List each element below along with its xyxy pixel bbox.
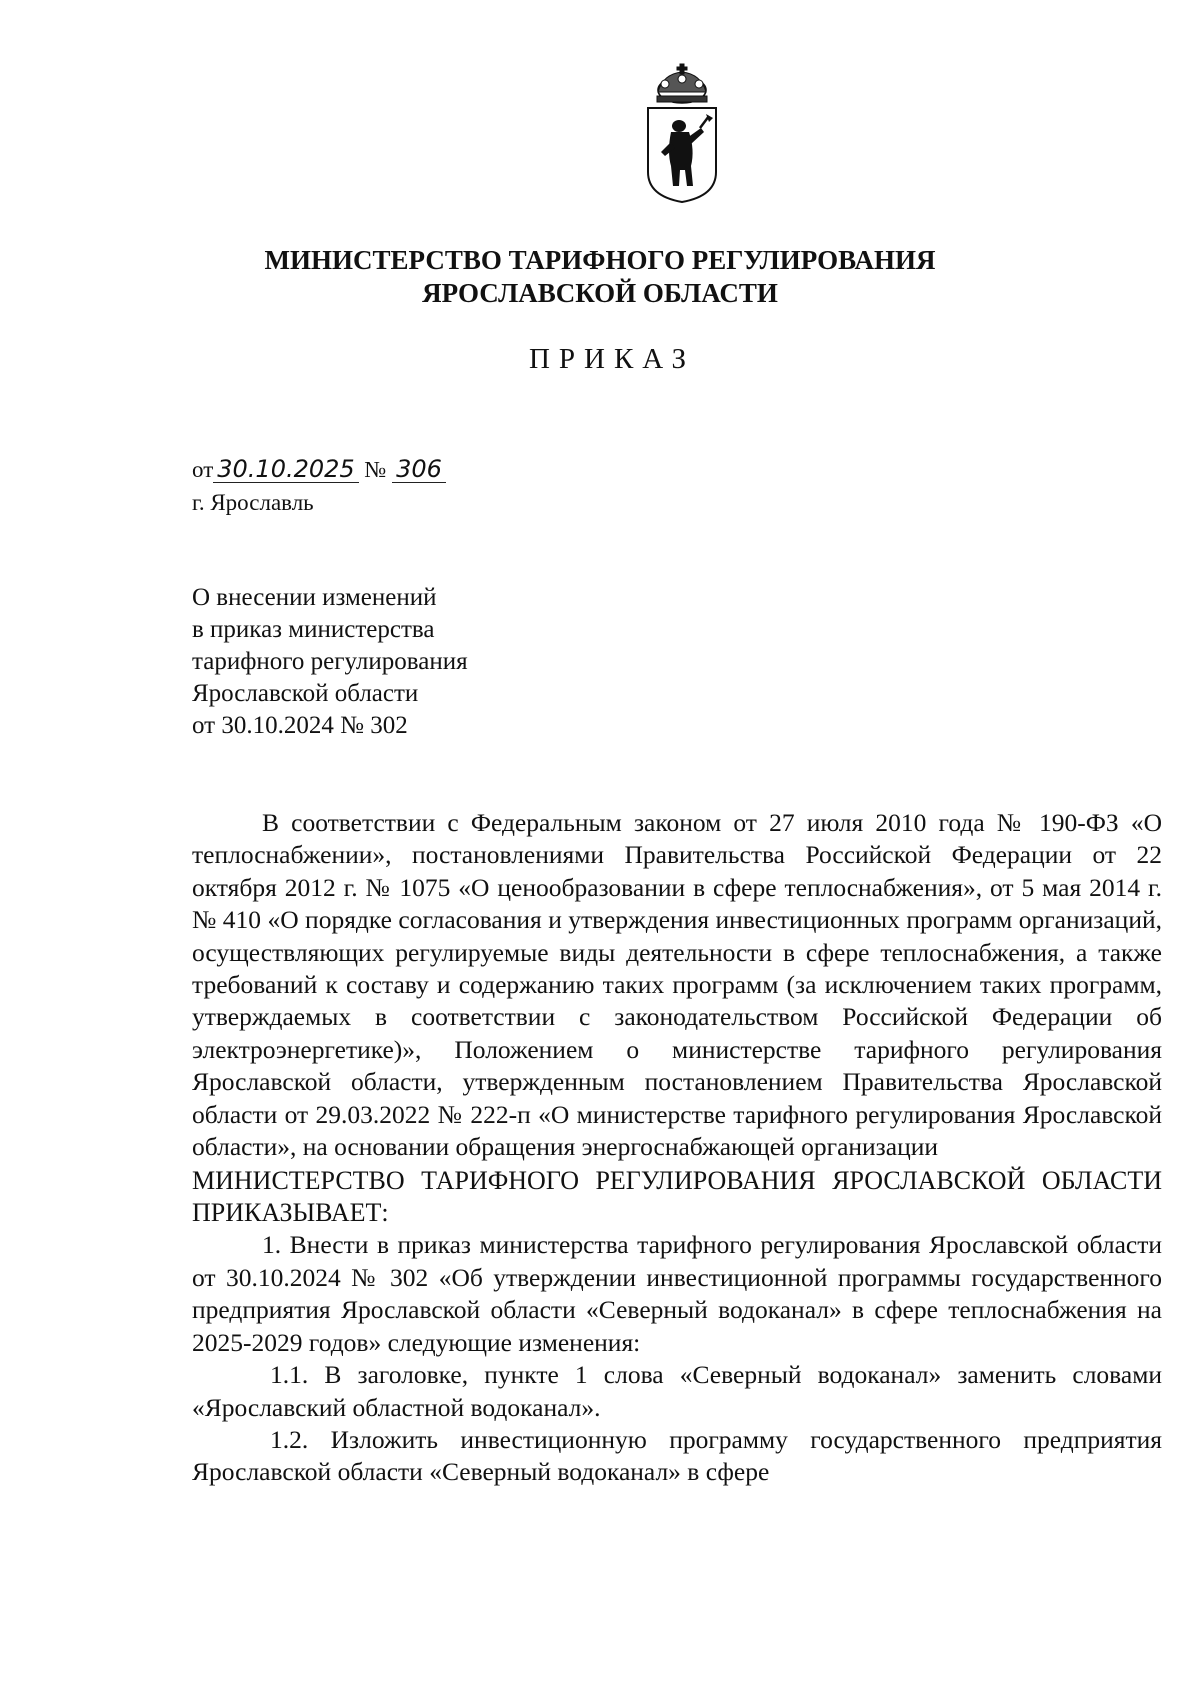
subject-line: тарифного регулирования	[192, 648, 468, 675]
decree-statement: МИНИСТЕРСТВО ТАРИФНОГО РЕГУЛИРОВАНИЯ ЯРОСЛАВСКОЙ ОБЛАСТИ ПРИКАЗЫВАЕТ:	[192, 1166, 1162, 1228]
number-prefix: №	[364, 457, 387, 482]
date-prefix: от	[192, 457, 214, 482]
item-1: 1. Внести в приказ министерства тарифного регулирования Ярославской области от 30.10.2024 № 302 «Об утверждении инвестиционной программы государственного предприятия Ярославской области «Северный водоканал» в сфере теплоснабжения на 2025-2029 годов» следующие изменения:	[192, 1230, 1162, 1357]
subject-line: О внесении изменений	[192, 584, 437, 611]
preamble-paragraph: В соответствии с Федеральным законом от 27 июля 2010 года № 190-ФЗ «О теплоснабжении», постановлениями Правительства Российской Федерации от 22 октября 2012 г. № 1075 «О ценообразовании в сфере теплоснабжения», от 5 мая 2014 г. № 410 «О порядке согласования и утверждения инвестиционных программ организаций, осуществляющих регулируемые виды деятельности в сфере теплоснабжения, а также требований к составу и содержанию таких программ (за исключением таких программ, утверждаемых в соответствии с законодательством Российской Федерации об электроэнергетике)», Положением о министерстве тарифного регулирования Ярославской области, утвержденным постановлением Правительства Ярославской области от 29.03.2022 № 222-п «О министерстве тарифного регулирования Ярославской области», на основании обращения энергоснабжающей организации	[192, 808, 1162, 1162]
subject-line: в приказ министерства	[192, 616, 435, 643]
handwritten-date: 30.10.2025	[213, 456, 358, 483]
item-1-1: 1.1. В заголовке, пункте 1 слова «Северный водоканал» заменить словами «Ярославский областной водоканал».	[192, 1360, 1162, 1422]
order-subject	[192, 582, 468, 742]
order-date-number-line	[192, 456, 446, 483]
ministry-name-line1: МИНИСТЕРСТВО ТАРИФНОГО РЕГУЛИРОВАНИЯ	[264, 245, 936, 275]
order-title: ПРИКАЗ	[528, 343, 696, 375]
handwritten-number: 306	[392, 456, 446, 483]
ministry-name	[0, 244, 1200, 310]
item-1-2: 1.2. Изложить инвестиционную программу государственного предприятия Ярославской области «Северный водоканал» в сфере	[192, 1424, 1162, 1487]
city: г. Ярославль	[192, 490, 314, 515]
subject-line: Ярославской области	[192, 680, 419, 707]
yaroslavl-coat-of-arms-icon	[643, 62, 721, 204]
subject-line: от 30.10.2024 № 302	[192, 712, 408, 739]
ministry-name-line2: ЯРОСЛАВСКОЙ ОБЛАСТИ	[422, 278, 778, 308]
order-body	[192, 807, 1162, 1489]
